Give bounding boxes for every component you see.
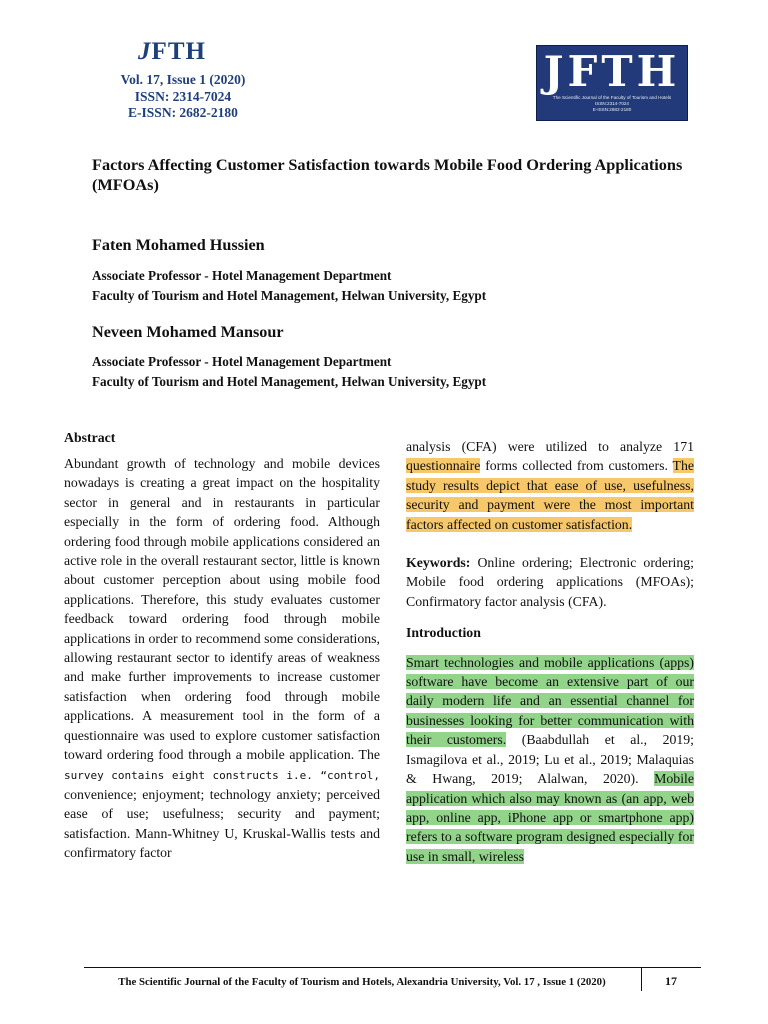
footer-rule: [84, 967, 701, 968]
logo-subtitle: [537, 95, 687, 113]
logo-eissn: E-ISSN:2682-2180: [592, 107, 632, 112]
abstract-continued: [406, 437, 694, 534]
journal-mark-rest: FTH: [151, 38, 206, 65]
highlight-results: The study results depict that ease of use, usefulness, security and payment were the most important factors affected on customer satisfaction.: [406, 458, 694, 532]
logo-title: JFTH: [543, 47, 681, 96]
abstract-heading: Abstract: [64, 430, 116, 445]
author-position: Associate Professor - Hotel Management Department: [92, 354, 392, 369]
page-number: 17: [665, 974, 677, 988]
keywords-text: Online ordering; Electronic ordering; Mobile food ordering applications (MFOAs); Confirmatory factor analysis (CFA).: [406, 555, 695, 609]
paper-title: Factors Affecting Customer Satisfaction towards Mobile Food Ordering Applications (MFOAs): [92, 155, 683, 194]
author-institution: Faculty of Tourism and Hotel Management, Helwan University, Egypt: [92, 288, 487, 303]
introduction-heading: Introduction: [406, 625, 481, 641]
introduction-body: [406, 653, 694, 866]
eissn-line: E-ISSN: 2682-2180: [128, 105, 238, 120]
volume-line: Vol. 17, Issue 1 (2020): [120, 72, 246, 87]
journal-mark: [120, 38, 224, 66]
author-affiliation: [92, 352, 486, 392]
journal-logo: [536, 45, 688, 121]
abstract-text-cont: convenience; enjoyment; technology anxiety; perceived ease of use; usefulness; security and payment; satisfaction. Mann-Whitney U, Kruskal-Wallis tests and confirmatory factor: [64, 786, 380, 861]
issn-line: ISSN: 2314-7024: [134, 88, 232, 104]
author-institution: Faculty of Tourism and Hotel Management, Helwan University, Egypt: [92, 374, 487, 389]
spacer: [406, 534, 694, 553]
issue-info: [94, 72, 272, 122]
author-name: Neveen Mohamed Mansour: [92, 323, 284, 341]
keywords-label: Keywords:: [406, 555, 471, 571]
author-name: Faten Mohamed Hussien: [92, 236, 265, 254]
abstract-body: [64, 454, 380, 863]
author-position: Associate Professor - Hotel Management Department: [92, 268, 392, 283]
abstract-cont-b: forms collected from customers.: [485, 458, 668, 474]
highlight-intro-1: Smart technologies and mobile applications (apps) software have become an extensive part of our daily modern life and an essential channel for businesses looking for better communication with their customers.: [406, 654, 694, 748]
author-affiliation: [92, 266, 486, 306]
abstract-text: Abundant growth of technology and mobile devices nowadays is creating a great impact on the hospitality sector in general and in restaurants in particular especially in the form of ordering food. Although ordering food through mobile applications considered an active role in the overall restaurant sector, little is known about customer perception about using mobile food applications. Therefore, this study evaluates customer feedback toward ordering food through mobile applications in order to recommend some considerations, allowing restaurant sector to identify areas of weakness and make further improvements to increase customer satisfaction when ordering food through mobile applications. A measurement tool in the form of a questionnaire was used to explore customer satisfaction toward ordering food through a mobile application. The: [64, 456, 380, 763]
abstract-text-mono: survey contains eight constructs i.e. “control,: [64, 768, 380, 782]
right-column: [406, 437, 694, 866]
keywords: [406, 553, 694, 611]
logo-issn: ISSN:2314-7024: [595, 101, 629, 106]
journal-mark-j: J: [138, 38, 152, 65]
abstract-cont-a: analysis (CFA) were utilized to analyze 171: [406, 439, 694, 454]
highlight-intro-2: Mobile application which also may known as (an app, web app, online app, iPhone app or smartphone app) refers to a software program designed especially for use in small, wireless: [406, 771, 694, 864]
intro-citations: (Baabdullah et al., 2019; Ismagilova et al., 2019; Lu et al., 2019; Malaquias & Hwang, 2019; Alalwan, 2020).: [406, 732, 695, 787]
footer-text: The Scientific Journal of the Faculty of Tourism and Hotels, Alexandria University, Vol. 17 , Issue 1 (2020): [118, 976, 606, 988]
highlight-questionnaire: questionnaire: [406, 458, 481, 474]
logo-subtitle-text: The Scientific Journal of the Faculty of Tourism and Hotels: [552, 95, 672, 100]
